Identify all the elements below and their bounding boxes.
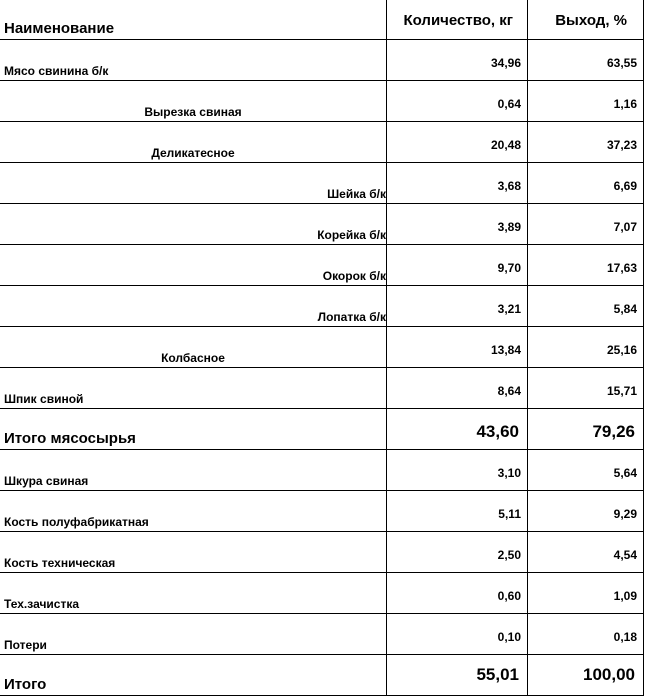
header-qty: Количество, кг	[403, 12, 513, 29]
row-yield: 63,55	[606, 56, 637, 70]
table-row	[0, 204, 644, 245]
row-yield: 1,16	[613, 97, 637, 111]
row-qty: 2,50	[497, 548, 521, 562]
row-qty: 0,60	[497, 589, 521, 603]
row-name: Корейка б/к	[317, 228, 386, 242]
header-name: Наименование	[4, 20, 115, 37]
row-yield: 6,69	[613, 179, 637, 193]
row-name: Лопатка б/к	[317, 310, 386, 324]
total-row	[0, 655, 644, 696]
row-qty: 3,68	[497, 179, 521, 193]
row-name: Тех.зачистка	[4, 597, 80, 611]
table-row	[0, 122, 644, 163]
table-row	[0, 532, 644, 573]
table-row	[0, 491, 644, 532]
table-row	[0, 286, 644, 327]
subtotal-name: Итого мясосырья	[4, 430, 136, 447]
total-qty: 55,01	[476, 665, 519, 684]
row-qty: 34,96	[490, 56, 521, 70]
row-name: Вырезка свиная	[144, 105, 242, 119]
row-name: Деликатесное	[151, 146, 235, 160]
row-yield: 4,54	[613, 548, 637, 562]
row-yield: 7,07	[613, 220, 637, 234]
row-yield: 9,29	[613, 507, 637, 521]
table-row	[0, 245, 644, 286]
row-yield: 1,09	[613, 589, 637, 603]
row-qty: 3,10	[497, 466, 521, 480]
row-name: Кость техническая	[4, 556, 116, 570]
row-yield: 5,64	[613, 466, 637, 480]
row-name: Колбасное	[161, 351, 225, 365]
subtotal-qty: 43,60	[476, 422, 519, 441]
table-row	[0, 614, 644, 655]
table-row	[0, 573, 644, 614]
table-row	[0, 40, 644, 81]
header-name-cell	[0, 0, 387, 40]
row-qty: 13,84	[490, 343, 521, 357]
row-qty: 3,21	[497, 302, 521, 316]
row-qty: 5,11	[498, 507, 521, 521]
row-yield: 0,18	[613, 630, 637, 644]
row-name: Шпик свиной	[4, 392, 84, 406]
row-yield: 15,71	[606, 384, 637, 398]
table-header-row	[0, 0, 644, 40]
row-qty: 8,64	[497, 384, 521, 398]
row-name: Шкура свиная	[4, 474, 89, 488]
row-name: Мясо свинина б/к	[4, 64, 109, 78]
total-yield: 100,00	[583, 665, 635, 684]
row-name: Кость полуфабрикатная	[4, 515, 149, 529]
table-row	[0, 450, 644, 491]
row-qty: 0,10	[497, 630, 521, 644]
table-row	[0, 368, 644, 409]
row-qty: 0,64	[497, 97, 521, 111]
row-name: Потери	[4, 638, 47, 652]
total-name: Итого	[4, 676, 47, 693]
subtotal-yield: 79,26	[592, 422, 635, 441]
row-name: Окорок б/к	[322, 269, 386, 283]
table-row	[0, 81, 644, 122]
table-row	[0, 163, 644, 204]
subtotal-row	[0, 409, 644, 450]
row-yield: 17,63	[606, 261, 637, 275]
header-yield: Выход, %	[555, 12, 627, 29]
row-yield: 5,84	[613, 302, 637, 316]
header-qty-cell	[387, 0, 528, 40]
row-qty: 3,89	[497, 220, 521, 234]
row-qty: 20,48	[490, 138, 521, 152]
header-yield-cell	[528, 0, 644, 40]
table-row	[0, 327, 644, 368]
row-qty: 9,70	[497, 261, 521, 275]
row-yield: 37,23	[606, 138, 637, 152]
row-yield: 25,16	[606, 343, 637, 357]
row-name: Шейка б/к	[327, 187, 386, 201]
